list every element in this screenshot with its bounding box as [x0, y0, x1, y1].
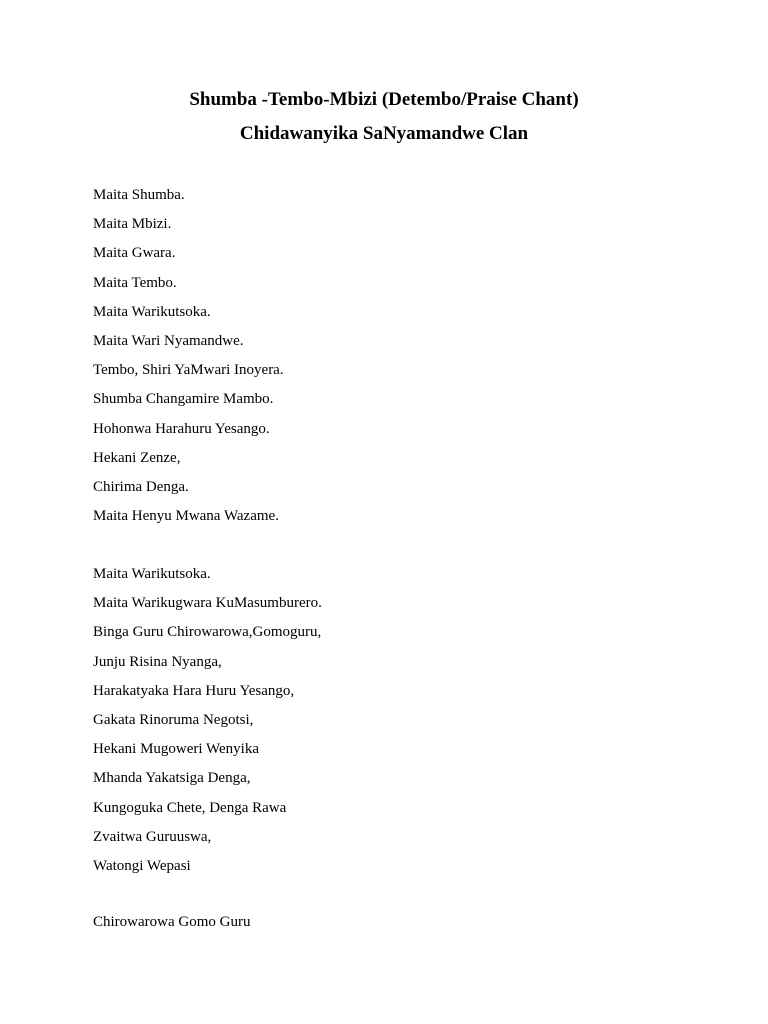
- verse-line: Maita Warikutsoka.: [93, 566, 211, 582]
- verse-line: Maita Mbizi.: [93, 216, 172, 233]
- verse-line: Maita Henyu Mwana Wazame.: [93, 508, 279, 525]
- verse-line: Maita Shumba.: [93, 187, 185, 203]
- verse-line: Tembo, Shiri YaMwari Inoyera.: [93, 362, 284, 379]
- document-subtitle: Chidawanyika SaNyamandwe Clan: [239, 123, 529, 144]
- verse-line: Binga Guru Chirowarowa,Gomoguru,: [93, 624, 322, 641]
- verse-line: Gakata Rinoruma Negotsi,: [93, 711, 254, 728]
- verse-line: Chirima Denga.: [93, 478, 189, 495]
- stanza-3: [93, 913, 250, 942]
- verse-line: Hekani Mugoweri Wenyika: [93, 741, 259, 758]
- verse-line: Shumba Changamire Mambo.: [93, 391, 274, 408]
- stanza-1: [93, 186, 284, 536]
- verse-line: Zvaitwa Guruuswa,: [93, 828, 212, 845]
- stanza-2: [93, 565, 322, 886]
- verse-line: Mhanda Yakatsiga Denga,: [93, 770, 251, 787]
- verse-line: Chirowarowa Gomo Guru: [93, 914, 251, 930]
- verse-line: Maita Tembo.: [93, 274, 177, 291]
- verse-line: Hekani Zenze,: [93, 449, 181, 466]
- verse-line: Maita Warikugwara KuMasumburero.: [93, 595, 322, 612]
- verse-line: Maita Gwara.: [93, 245, 176, 262]
- verse-line: Maita Warikutsoka.: [93, 303, 211, 320]
- verse-line: Kungoguka Chete, Denga Rawa: [93, 799, 287, 816]
- verse-line: Maita Wari Nyamandwe.: [93, 332, 244, 349]
- verse-line: Watongi Wepasi: [93, 857, 191, 874]
- document-title: Shumba -Tembo-Mbizi (Detembo/Praise Chant): [189, 89, 579, 110]
- verse-line: Harakatyaka Hara Huru Yesango,: [93, 682, 295, 699]
- verse-line: Hohonwa Harahuru Yesango.: [93, 420, 270, 437]
- verse-line: Junju Risina Nyanga,: [93, 653, 222, 670]
